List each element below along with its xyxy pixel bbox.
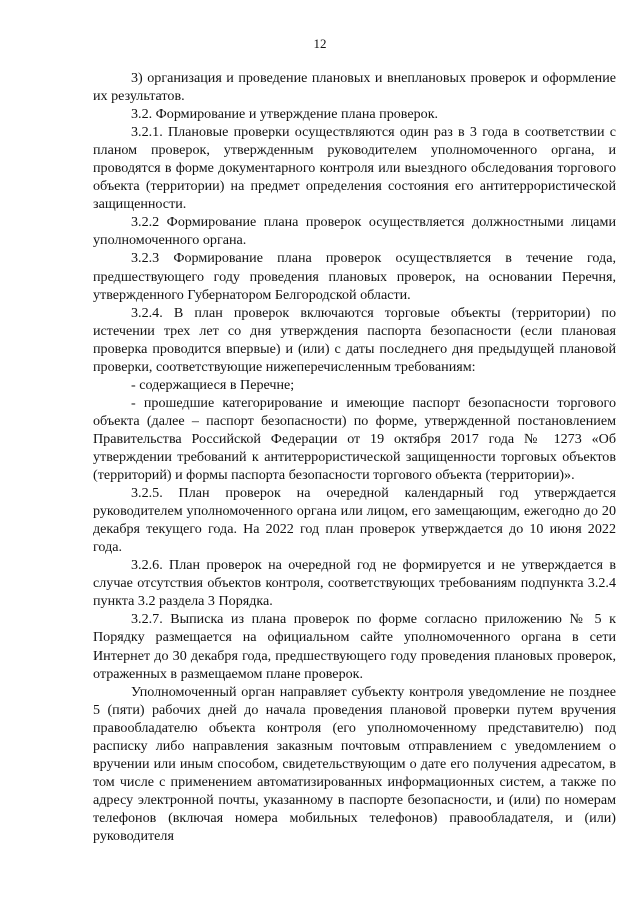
body-text [93, 69, 616, 845]
paragraph-3-2-2: 3.2.2 Формирование плана проверок осуществляется должностными лицами уполномоченного органа. [93, 214, 616, 249]
page-number: 12 [313, 36, 327, 51]
list-item-categorized: - прошедшие категорирование и имеющие паспорт безопасности торгового объекта (далее – паспорт безопасности) по форме, утвержденной постановлением Правительства Российской Федерации от 19 октября 2017 года № 1273 «Об утверждении требований к антитеррористической защищенности торговых объектов (территорий) и формы паспорта безопасности торгового объекта (территории)». [93, 394, 616, 484]
paragraph-notification: Уполномоченный орган направляет субъекту контроля уведомление не позднее 5 (пяти) рабочих дней до начала проведения плановой проверки путем вручения правообладателю объекта контроля (его уполномоченному представителю) под расписку либо направления заказным почтовым отправлением с уведомлением о вручении или иным способом, свидетельствующим о дате его получения адресатом, в том числе с применением автоматизированных информационных систем, а также по адресу электронной почты, указанному в паспорте безопасности, и (или) по номерам телефонов (включая номера мобильных телефонов) правообладателя, и (или) руководителя [93, 683, 616, 844]
paragraph-3-2-7: 3.2.7. Выписка из плана проверок по форме согласно приложению № 5 к Порядку размещается на официальном сайте уполномоченного органа в сети Интернет до 30 декабря года, предшествующего году проведения плановых проверок, отраженных в размещаемом плане проверок. [93, 611, 616, 682]
paragraph-3-2-heading: 3.2. Формирование и утверждение плана проверок. [131, 106, 439, 123]
list-item-in-registry: - содержащиеся в Перечне; [131, 376, 295, 393]
paragraph-3-2-4: 3.2.4. В план проверок включаются торговые объекты (территории) по истечении трех лет со дня утверждения паспорта безопасности (если плановая проверка проводится впервые) и (или) с даты последнего дня предыдущей плановой проверки, соответствующие нижеперечисленным требованиям: [93, 304, 616, 375]
paragraph-3-organization: 3) организация и проведение плановых и внеплановых проверок и оформление их результатов. [93, 70, 616, 105]
paragraph-3-2-6: 3.2.6. План проверок на очередной год не формируется и не утверждается в случае отсутствия объектов контроля, соответствующих требованиям подпункта 3.2.4 пункта 3.2 раздела 3 Порядка. [93, 557, 616, 610]
paragraph-3-2-3: 3.2.3 Формирование плана проверок осуществляется в течение года, предшествующего году проведения плановых проверок, на основании Перечня, утвержденного Губернатором Белгородской области. [93, 250, 616, 303]
paragraph-3-2-1: 3.2.1. Плановые проверки осуществляются один раз в 3 года в соответствии с планом проверок, утвержденным руководителем уполномоченного органа, и проводятся в форме документарного контроля или выездного обследования торгового объекта (территории) на предмет определения состояния его антитеррористической защищенности. [93, 124, 616, 213]
paragraph-3-2-5: 3.2.5. План проверок на очередной календарный год утверждается руководителем уполномоченного органа или лицом, его замещающим, ежегодно до 20 декабря текущего года. На 2022 год план проверок утверждается до 10 июня 2022 года. [93, 485, 616, 556]
